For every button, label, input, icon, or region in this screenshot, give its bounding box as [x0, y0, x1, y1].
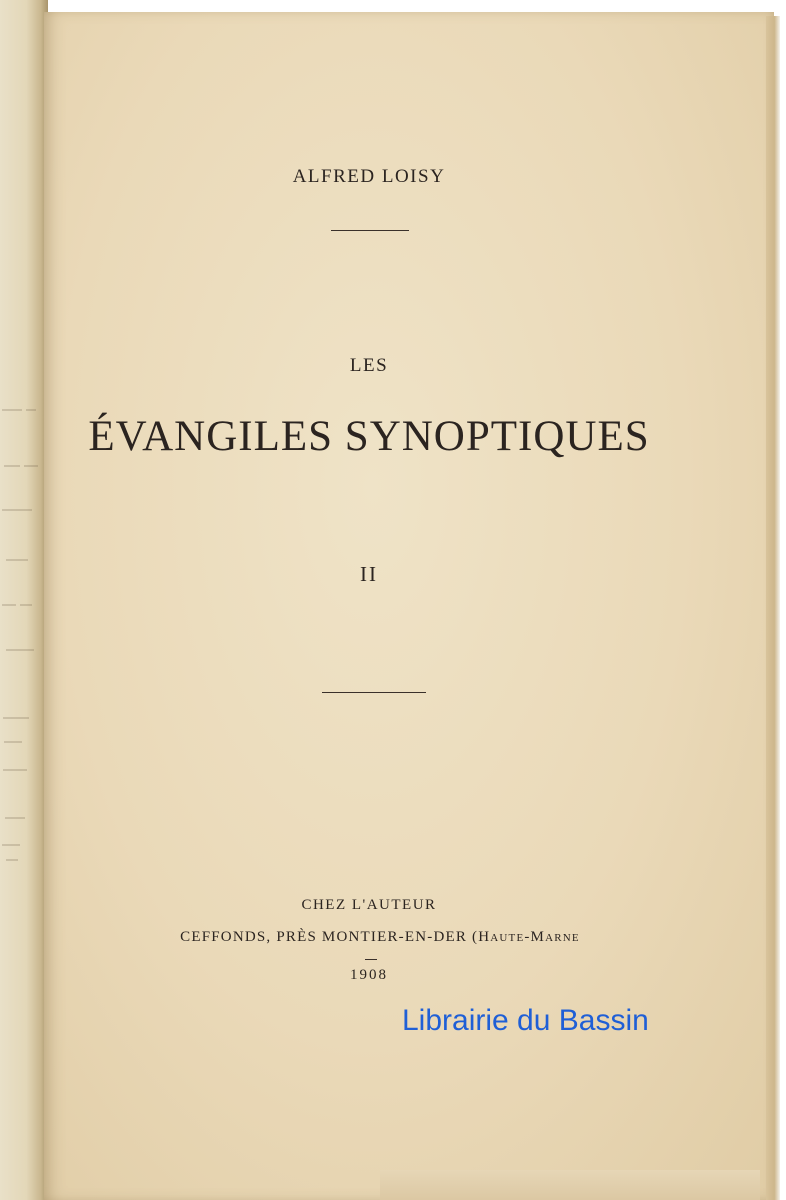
publisher-line: CHEZ L'AUTEUR [301, 897, 437, 913]
page-right-edge [766, 16, 780, 1200]
volume-rule [322, 692, 426, 693]
bookseller-watermark: Librairie du Bassin [402, 1004, 649, 1037]
title-prefix: LES [349, 355, 389, 376]
publication-year: 1908 [350, 967, 388, 983]
publisher-address [70, 929, 690, 946]
year-dash [365, 959, 377, 960]
publisher-place: CEFFONDS, PRÈS MONTIER-EN-DER ( [180, 929, 479, 945]
volume-number: II [360, 562, 378, 586]
author-rule [331, 230, 409, 231]
author-name: ALFRED LOISY [292, 166, 446, 187]
bleed-through-marks [0, 0, 44, 1200]
book-title: ÉVANGILES SYNOPTIQUES [88, 413, 650, 460]
publisher-region: Haute-Marne [478, 929, 580, 945]
page-bottom-edge [380, 1170, 760, 1200]
